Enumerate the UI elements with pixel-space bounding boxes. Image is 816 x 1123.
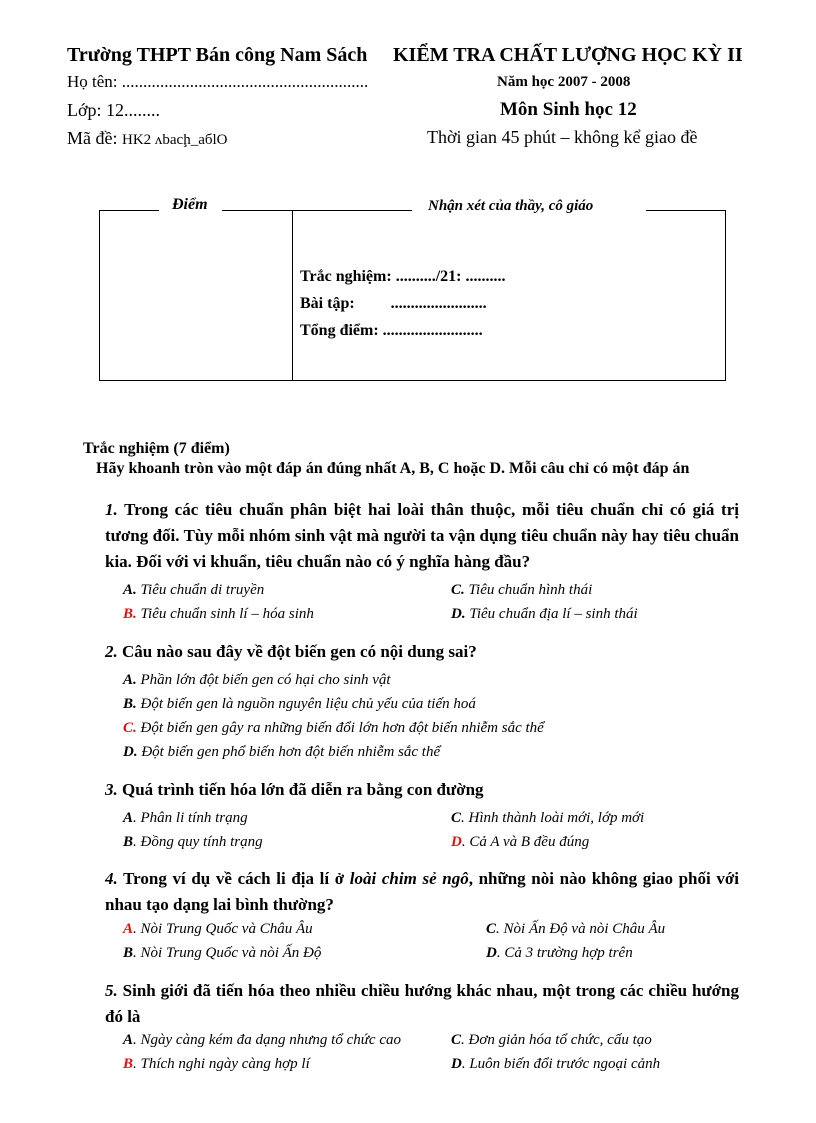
option-1b[interactable]: B. Tiêu chuẩn sinh lí – hóa sinh xyxy=(123,606,314,622)
option-3b[interactable]: B. Đồng quy tính trạng xyxy=(123,834,263,850)
exam-title: KIỂM TRA CHẤT LƯỢNG HỌC KỲ II xyxy=(393,44,743,66)
exercise-score-line: Bài tập: ........................ xyxy=(300,295,487,312)
exam-code xyxy=(67,128,228,149)
option-1d[interactable]: D. Tiêu chuẩn địa lí – sinh thái xyxy=(451,606,638,622)
total-score-line: Tổng điểm: ......................... xyxy=(300,322,483,339)
section-title: Trắc nghiệm (7 điểm) xyxy=(83,440,230,457)
option-4d[interactable]: D. Cả 3 trường hợp trên xyxy=(486,945,633,961)
school-year: Năm học 2007 - 2008 xyxy=(497,74,631,90)
question-1 xyxy=(105,497,739,575)
class-field: Lớp: 12........ xyxy=(67,100,161,120)
option-4c[interactable]: C. Nòi Ấn Độ và nòi Châu Âu xyxy=(486,921,666,937)
option-5b[interactable]: B. Thích nghi ngày càng hợp lí xyxy=(123,1056,310,1072)
exam-time: Thời gian 45 phút – không kể giao đề xyxy=(427,127,698,147)
subject: Môn Sinh học 12 xyxy=(500,99,637,120)
option-2b[interactable]: B. Đột biến gen là nguồn nguyên liệu chủ yếu của tiến hoá xyxy=(123,696,476,712)
option-2a[interactable]: A. Phần lớn đột biến gen có hại cho sinh vật xyxy=(123,672,391,688)
option-5a[interactable]: A. Ngày càng kém đa dạng nhưng tổ chức cao xyxy=(123,1032,401,1048)
exam-code-label: Mã đề: xyxy=(67,128,122,148)
question-text: Trong các tiêu chuẩn phân biệt hai loài thân thuộc, mỗi tiêu chuẩn chỉ có giá trị tương đối. Tùy mỗi nhóm sinh vật mà người ta vận dụng tiêu chuẩn này hay tiêu chuẩn kia. Đối với vi khuẩn, tiêu chuẩn nào có ý nghĩa hàng đầu? xyxy=(105,500,739,571)
option-1c[interactable]: C. Tiêu chuẩn hình thái xyxy=(451,582,593,598)
option-3d[interactable]: D. Cả A và B đều đúng xyxy=(451,834,590,850)
option-5c[interactable]: C. Đơn giản hóa tổ chức, cấu tạo xyxy=(451,1032,652,1048)
score-label: Điểm xyxy=(172,196,208,213)
section-instruction: Hãy khoanh tròn vào một đáp án đúng nhất A, B, C hoặc D. Mỗi câu chỉ có một đáp án xyxy=(96,460,690,477)
question-3: 3. Quá trình tiến hóa lớn đã diễn ra bằng con đường xyxy=(105,780,484,799)
option-2c[interactable]: C. Đột biến gen gây ra những biến đổi lớn hơn đột biến nhiễm sắc thể xyxy=(123,720,544,736)
question-2: 2. Câu nào sau đây về đột biến gen có nội dung sai? xyxy=(105,642,477,661)
school-name: Trường THPT Bán công Nam Sách xyxy=(67,44,368,66)
option-2d[interactable]: D. Đột biến gen phổ biến hơn đột biến nhiễm sắc thể xyxy=(123,744,441,760)
option-1a[interactable]: A. Tiêu chuẩn di truyền xyxy=(123,582,265,598)
option-3a[interactable]: A. Phân li tính trạng xyxy=(123,810,248,826)
question-number: 1. xyxy=(105,500,118,519)
option-4b[interactable]: B. Nòi Trung Quốc và nòi Ấn Độ xyxy=(123,945,322,961)
option-4a[interactable]: A. Nòi Trung Quốc và Châu Âu xyxy=(123,921,313,937)
option-5d[interactable]: D. Luôn biến đổi trước ngoại cảnh xyxy=(451,1056,661,1072)
comment-label: Nhận xét của thầy, cô giáo xyxy=(428,198,594,214)
exam-code-value: HK2 ʌbacḩ_aбlO xyxy=(121,132,228,148)
question-4: 4. Trong ví dụ về cách li địa lí ở loài chim sẻ ngô, những nòi nào không giao phối với nhau tạo dạng lai bình thường? xyxy=(105,869,739,914)
question-5: 5. Sinh giới đã tiến hóa theo nhiều chiều hướng khác nhau, một trong các chiều hướng đó là xyxy=(105,981,739,1026)
option-3c[interactable]: C. Hình thành loài mới, lớp mới xyxy=(451,810,645,826)
name-field: Họ tên: .......................................................... xyxy=(67,72,369,91)
mc-score-line: Trắc nghiệm: ........../21: .......... xyxy=(300,268,506,285)
